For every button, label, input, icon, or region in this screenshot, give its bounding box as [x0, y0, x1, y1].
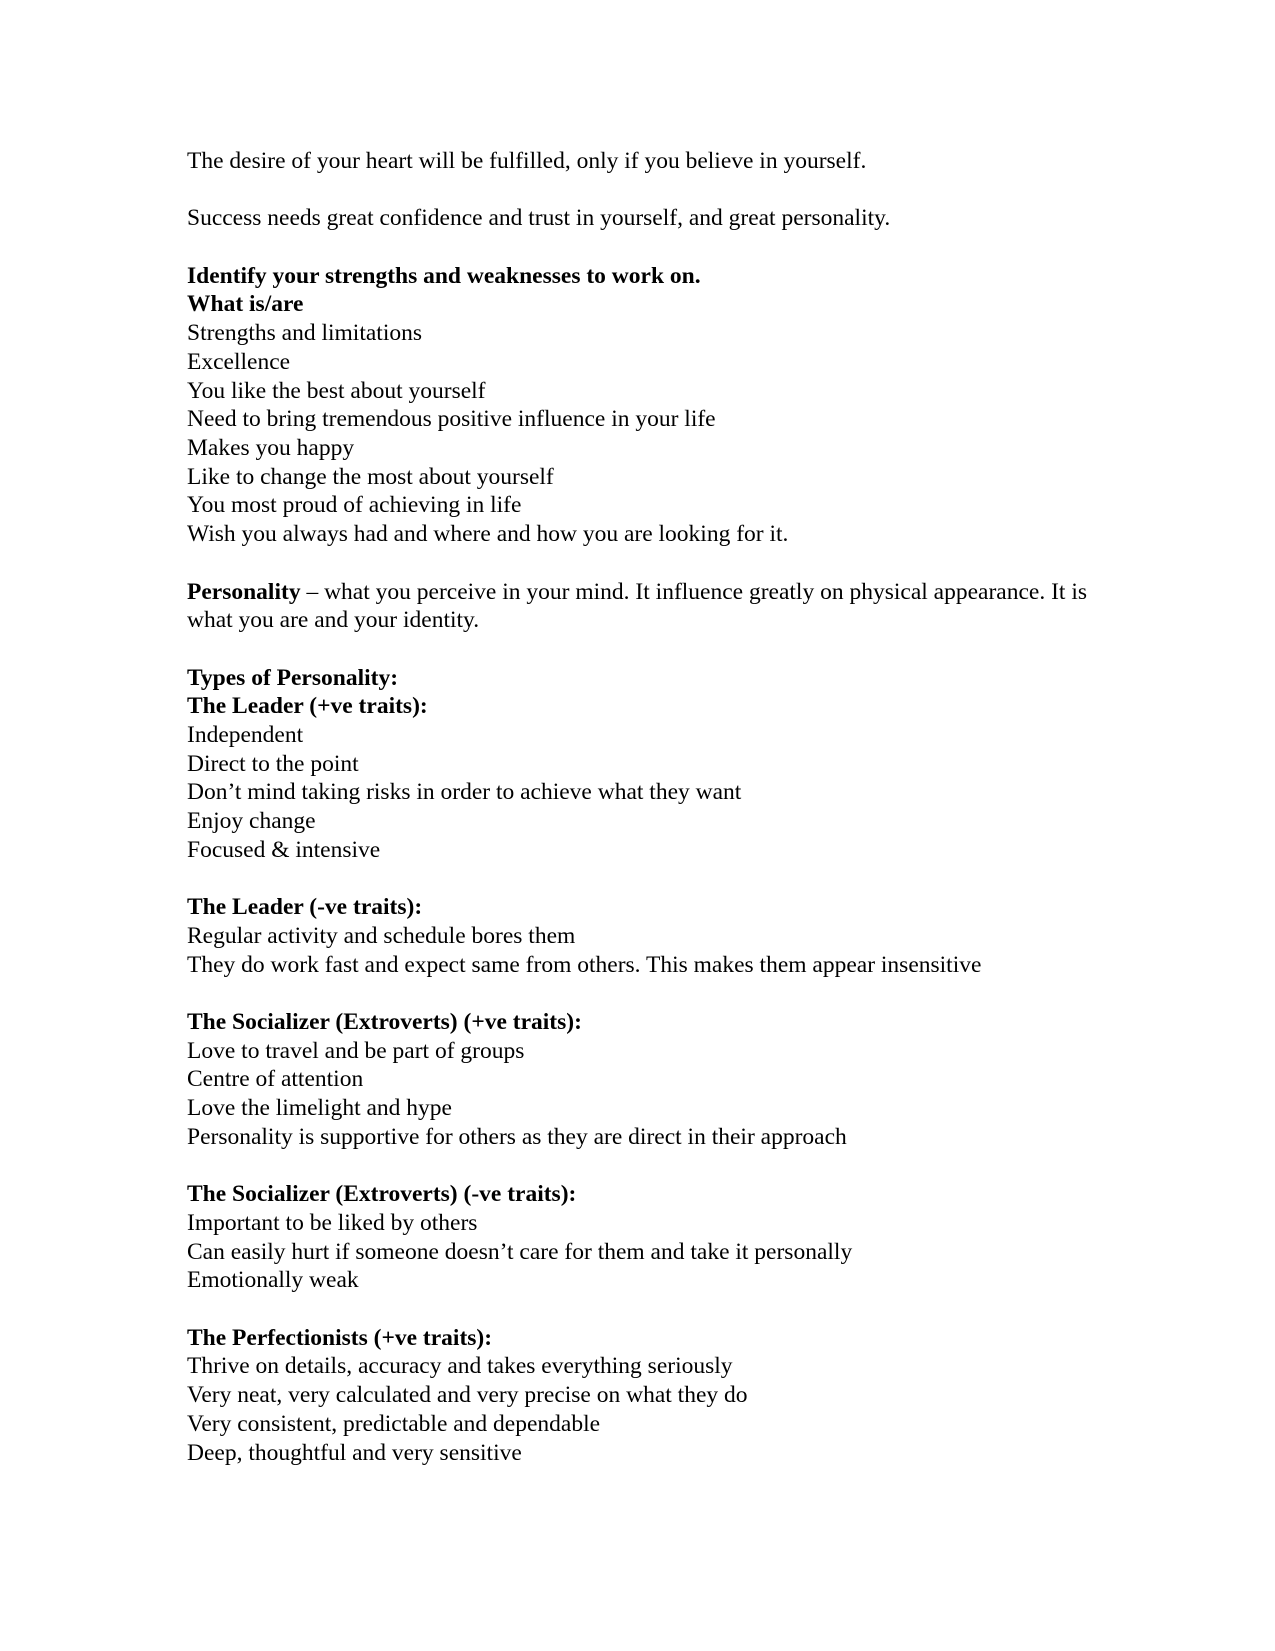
list-item: Love to travel and be part of groups [187, 1037, 525, 1064]
personality-term: Personality [187, 578, 301, 605]
list-item: Very consistent, predictable and dependable [187, 1410, 601, 1437]
list-item: Important to be liked by others [187, 1209, 478, 1236]
identify-subheading: What is/are [187, 291, 304, 318]
spacer [187, 549, 1087, 578]
list-item: Focused & intensive [187, 836, 381, 863]
section-socializer-negative [187, 1180, 1087, 1295]
types-heading: Types of Personality: [187, 664, 399, 691]
list-item: You like the best about yourself [187, 377, 486, 404]
list-item: Personality is supportive for others as they are direct in their approach [187, 1123, 847, 1150]
list-item: Wish you always had and where and how you are looking for it. [187, 521, 789, 548]
list-item: Strengths and limitations [187, 320, 422, 347]
spacer [187, 635, 1087, 664]
list-item: Deep, thoughtful and very sensitive [187, 1439, 522, 1466]
section-title: The Socializer (Extroverts) (+ve traits): [187, 1009, 582, 1035]
spacer [187, 233, 1087, 262]
section-title: The Socializer (Extroverts) (-ve traits): [187, 1181, 577, 1208]
list-item: Very neat, very calculated and very precise on what they do [187, 1382, 748, 1409]
list-item: Direct to the point [187, 750, 359, 777]
identify-list [187, 319, 1087, 549]
section-perfectionists-positive [187, 1324, 1087, 1468]
list-item: Can easily hurt if someone doesn’t care for them and take it personally [187, 1238, 853, 1265]
personality-definition-text: – what you perceive in your mind. It influence greatly on physical appearance. It is what you are and your identity. [187, 578, 1087, 634]
section-title: The Leader (+ve traits): [187, 693, 428, 720]
intro-line-2: Success needs great confidence and trust in yourself, and great personality. [187, 205, 891, 232]
list-item: Need to bring tremendous positive influence in your life [187, 406, 716, 433]
list-item: Don’t mind taking risks in order to achieve what they want [187, 779, 742, 806]
intro-line-1: The desire of your heart will be fulfilled, only if you believe in yourself. [187, 148, 867, 174]
list-item: Regular activity and schedule bores them [187, 922, 576, 949]
section-leader-negative [187, 893, 1087, 979]
list-item: Emotionally weak [187, 1267, 359, 1294]
spacer [187, 1152, 1087, 1181]
section-title: The Leader (-ve traits): [187, 894, 423, 921]
spacer [187, 1295, 1087, 1324]
spacer [187, 176, 1087, 205]
section-title: The Perfectionists (+ve traits): [187, 1324, 493, 1351]
list-item: Enjoy change [187, 808, 316, 835]
section-socializer-positive [187, 1008, 1087, 1152]
list-item: Independent [187, 722, 304, 748]
personality-definition [187, 578, 1087, 635]
list-item: Excellence [187, 348, 291, 375]
list-item: Like to change the most about yourself [187, 463, 554, 490]
list-item: You most proud of achieving in life [187, 492, 522, 519]
list-item: Thrive on details, accuracy and takes everything seriously [187, 1353, 733, 1380]
list-item: They do work fast and expect same from others. This makes them appear insensitive [187, 951, 982, 978]
document-body [187, 147, 1087, 1467]
spacer [187, 979, 1087, 1008]
identify-heading: Identify your strengths and weaknesses to work on. [187, 262, 701, 289]
list-item: Makes you happy [187, 435, 355, 461]
spacer [187, 865, 1087, 894]
list-item: Centre of attention [187, 1066, 364, 1093]
section-leader-positive [187, 692, 1087, 864]
list-item: Love the limelight and hype [187, 1095, 452, 1122]
